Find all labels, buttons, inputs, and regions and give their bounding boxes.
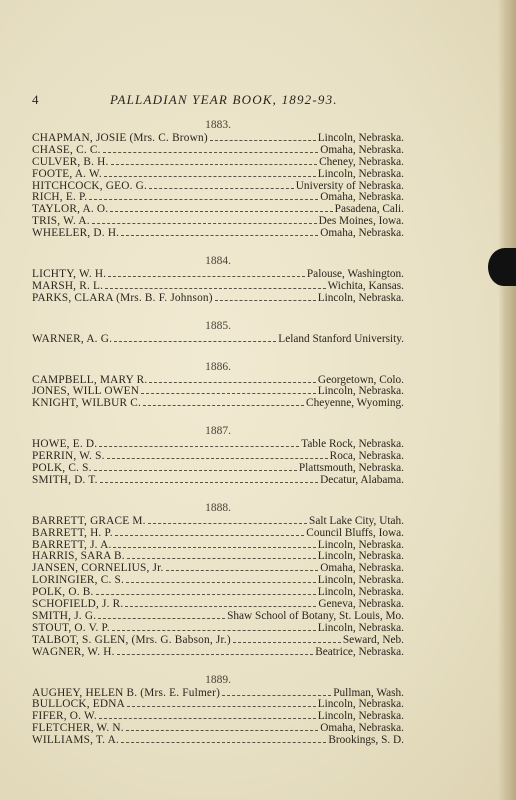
section-gap — [32, 346, 404, 360]
alumni-location: Lincoln, Nebraska. — [317, 710, 404, 723]
alumni-location: University of Nebraska. — [295, 179, 404, 192]
section-gap — [32, 240, 404, 254]
leader-dots — [111, 164, 318, 165]
alumni-entry — [32, 145, 404, 157]
page-binding-edge — [498, 0, 516, 800]
alumni-location: Leland Stanford University. — [278, 332, 404, 345]
alumni-name: SCHOFIELD, J. R. — [32, 598, 124, 611]
alumni-location: Roca, Nebraska. — [329, 450, 404, 463]
alumni-location: Pasadena, Cali. — [334, 203, 404, 216]
alumni-entry — [32, 398, 404, 410]
alumni-location: Beatrice, Nebraska. — [315, 645, 404, 658]
alumni-entry — [32, 293, 404, 305]
alumni-location: Cheney, Nebraska. — [319, 155, 404, 168]
leader-dots — [121, 235, 318, 236]
running-title: PALLADIAN YEAR BOOK, 1892-93. — [110, 92, 338, 107]
alumni-entry — [32, 647, 404, 659]
alumni-name: CULVER, B. H. — [32, 155, 109, 168]
alumni-name: RICH, E. P. — [32, 191, 88, 204]
alumni-location: Lincoln, Nebraska. — [317, 167, 404, 180]
leader-dots — [98, 618, 225, 619]
alumni-name: JANSEN, CORNELIUS, Jr. — [32, 562, 164, 575]
alumni-name: SMITH, J. G. — [32, 609, 97, 622]
alumni-name: BARRETT, GRACE M. — [32, 514, 146, 527]
alumni-location: Pullman, Wash. — [333, 686, 404, 699]
leader-dots — [125, 606, 316, 607]
alumni-location: Lincoln, Nebraska. — [317, 550, 404, 563]
leader-dots — [89, 199, 318, 200]
alumni-entry — [32, 516, 404, 528]
alumni-list — [32, 118, 404, 747]
alumni-name: POLK, C. S. — [32, 462, 92, 475]
alumni-location: Omaha, Nebraska. — [320, 191, 404, 204]
class-year-heading: 1886. — [205, 360, 231, 373]
alumni-name: WAGNER, W. H. — [32, 645, 115, 658]
leader-dots — [127, 558, 316, 559]
section-gap — [32, 305, 404, 319]
alumni-location: Council Bluffs, Iowa. — [306, 526, 404, 539]
class-year-heading: 1887. — [205, 425, 231, 438]
alumni-location: Des Moines, Iowa. — [318, 215, 404, 228]
leader-dots — [126, 730, 318, 731]
alumni-location: Lincoln, Nebraska. — [317, 621, 404, 634]
alumni-entry — [32, 157, 404, 169]
alumni-name: FLETCHER, W. N. — [32, 722, 124, 735]
alumni-name: WILLIAMS, T. A. — [32, 734, 119, 747]
section-gap — [32, 410, 404, 424]
leader-dots — [104, 176, 316, 177]
leader-dots — [108, 276, 305, 277]
alumni-name: LICHTY, W. H. — [32, 268, 107, 281]
leader-dots — [96, 594, 316, 595]
leader-dots — [143, 405, 304, 406]
leader-dots — [233, 642, 341, 643]
leader-dots — [141, 393, 316, 394]
page-number: 4 — [32, 92, 39, 107]
class-year-heading: 1884. — [205, 255, 231, 268]
alumni-name: BARRETT, J. A. — [32, 538, 112, 551]
alumni-location: Lincoln, Nebraska. — [317, 291, 404, 304]
alumni-entry — [32, 735, 404, 747]
page-header — [32, 92, 466, 110]
leader-dots — [210, 140, 316, 141]
alumni-entry — [32, 228, 404, 240]
leader-dots — [99, 446, 299, 447]
alumni-entry — [32, 169, 404, 181]
alumni-location: Cheyenne, Wyoming. — [306, 397, 404, 410]
alumni-name: CAMPBELL, MARY R. — [32, 373, 148, 386]
alumni-name: AUGHEY, HELEN B. (Mrs. E. Fulmer) — [32, 686, 221, 699]
leader-dots — [100, 482, 318, 483]
alumni-location: Lincoln, Nebraska. — [317, 132, 404, 144]
alumni-name: WARNER, A. G. — [32, 332, 113, 345]
leader-dots — [166, 570, 319, 571]
class-year-heading: 1889. — [205, 673, 231, 686]
alumni-location: Omaha, Nebraska. — [320, 562, 404, 575]
alumni-location: Lincoln, Nebraska. — [317, 698, 404, 711]
leader-dots — [103, 152, 319, 153]
alumni-location: Wichita, Kansas. — [327, 279, 404, 292]
leader-dots — [110, 211, 332, 212]
alumni-entry — [32, 528, 404, 540]
alumni-entry — [32, 281, 404, 293]
alumni-location: Omaha, Nebraska. — [320, 227, 404, 240]
leader-dots — [105, 288, 325, 289]
alumni-name: FOOTE, A. W. — [32, 167, 102, 180]
alumni-location: Georgetown, Colo. — [317, 373, 404, 386]
alumni-name: FIFER, O. W. — [32, 710, 97, 723]
alumni-name: CHASE, C. C. — [32, 143, 101, 156]
alumni-name: TALBOT, S. GLEN, (Mrs. G. Babson, Jr.) — [32, 633, 231, 646]
alumni-location: Omaha, Nebraska. — [320, 722, 404, 735]
alumni-location: Lincoln, Nebraska. — [317, 574, 404, 587]
alumni-location: Table Rock, Nebraska. — [301, 438, 404, 451]
alumni-location: Shaw School of Botany, St. Louis, Mo. — [227, 609, 404, 622]
alumni-name: SMITH, D. T. — [32, 473, 98, 486]
alumni-name: PERRIN, W. S. — [32, 450, 105, 463]
alumni-name: TAYLOR, A. O. — [32, 203, 109, 216]
alumni-entry — [32, 475, 404, 487]
leader-dots — [114, 341, 276, 342]
alumni-name: BULLOCK, EDNA — [32, 698, 125, 711]
alumni-name: JONES, WILL OWEN — [32, 385, 140, 398]
alumni-name: HITCHCOCK, GEO. G. — [32, 179, 147, 192]
alumni-name: HARRIS, SARA B. — [32, 550, 125, 563]
section-gap — [32, 659, 404, 673]
leader-dots — [117, 654, 314, 655]
alumni-name: HOWE, E. D. — [32, 438, 98, 451]
page-tear — [488, 248, 516, 286]
alumni-location: Decatur, Alabama. — [320, 473, 404, 486]
leader-dots — [215, 300, 316, 301]
alumni-location: Geneva, Nebraska. — [318, 598, 404, 611]
alumni-name: LORINGIER, C. S. — [32, 574, 125, 587]
alumni-location: Palouse, Washington. — [306, 268, 404, 281]
leader-dots — [148, 523, 307, 524]
alumni-entry — [32, 635, 404, 647]
leader-dots — [149, 382, 316, 383]
leader-dots — [127, 706, 316, 707]
alumni-name: STOUT, O. V. P. — [32, 621, 110, 634]
class-year-heading: 1883. — [205, 119, 231, 131]
class-year-heading: 1888. — [205, 501, 231, 514]
leader-dots — [112, 630, 316, 631]
alumni-location: Plattsmouth, Nebraska. — [298, 462, 404, 475]
alumni-location: Salt Lake City, Utah. — [309, 514, 404, 527]
alumni-name: PARKS, CLARA (Mrs. B. F. Johnson) — [32, 291, 213, 304]
leader-dots — [99, 718, 316, 719]
leader-dots — [149, 188, 294, 189]
alumni-name: CHAPMAN, JOSIE (Mrs. C. Brown) — [32, 132, 208, 144]
alumni-location: Seward, Neb. — [342, 633, 404, 646]
section-gap — [32, 487, 404, 501]
leader-dots — [121, 742, 326, 743]
leader-dots — [113, 547, 315, 548]
alumni-location: Lincoln, Nebraska. — [317, 538, 404, 551]
alumni-location: Lincoln, Nebraska. — [317, 586, 404, 599]
alumni-name: TRIS, W. A. — [32, 215, 90, 228]
alumni-location: Lincoln, Nebraska. — [317, 385, 404, 398]
leader-dots — [222, 695, 331, 696]
alumni-location: Brookings, S. D. — [328, 734, 404, 747]
alumni-name: BARRETT, H. P. — [32, 526, 113, 539]
class-year-heading: 1885. — [205, 319, 231, 332]
alumni-name: POLK, O. B. — [32, 586, 94, 599]
leader-dots — [92, 223, 317, 224]
alumni-name: MARSH, R. L. — [32, 279, 104, 292]
leader-dots — [126, 582, 316, 583]
alumni-name: WHEELER, D. H. — [32, 227, 120, 240]
alumni-name: KNIGHT, WILBUR C. — [32, 397, 142, 410]
leader-dots — [115, 535, 305, 536]
alumni-entry — [32, 334, 404, 346]
leader-dots — [94, 470, 297, 471]
leader-dots — [107, 458, 328, 459]
alumni-entry — [32, 623, 404, 635]
alumni-location: Omaha, Nebraska. — [320, 143, 404, 156]
